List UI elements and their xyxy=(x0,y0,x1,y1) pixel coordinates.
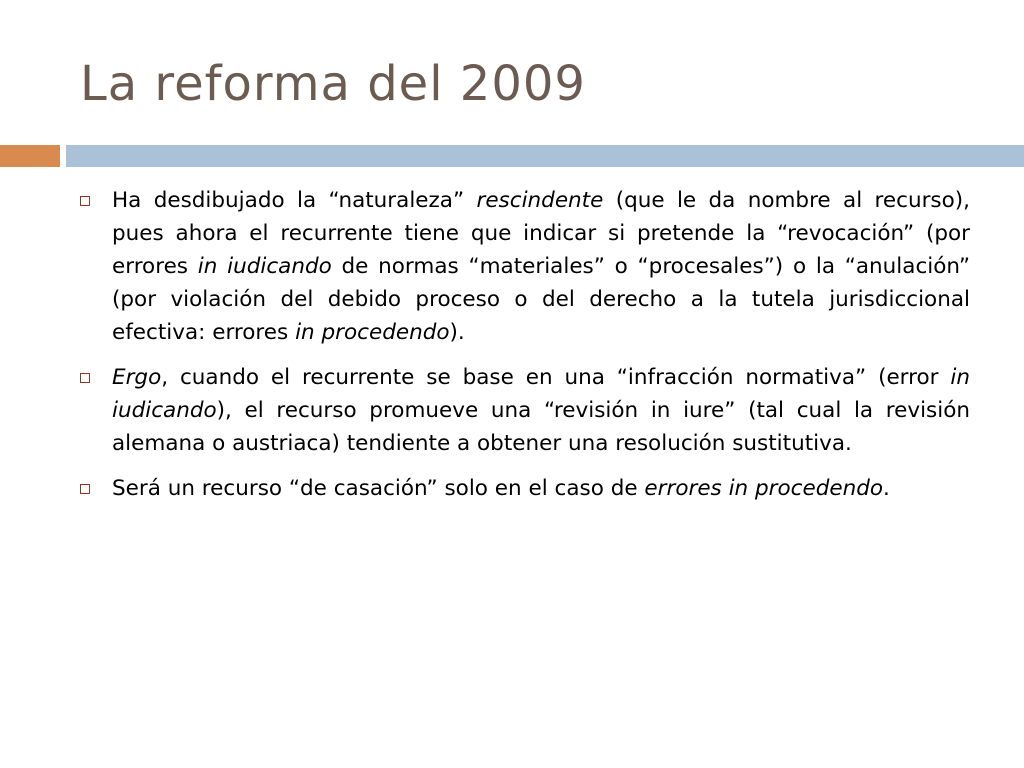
bullet-list xyxy=(76,184,970,517)
text-run: , cuando el recurrente se base en una “infracción normativa” (error xyxy=(161,365,951,390)
bullet-text xyxy=(112,472,970,505)
square-bullet-icon xyxy=(80,196,90,206)
text-run: Ha desdibujado la “naturaleza” xyxy=(112,188,477,213)
italic-text-run: in procedendo xyxy=(295,320,450,345)
title-divider-bar xyxy=(66,145,1024,167)
italic-text-run: errores in procedendo xyxy=(644,476,884,501)
italic-text-run: rescindente xyxy=(476,188,604,213)
italic-text-run: in iudicando xyxy=(112,365,970,423)
italic-text-run: Ergo xyxy=(112,365,162,390)
bullet-text xyxy=(112,184,970,349)
bullet-text xyxy=(112,361,970,460)
text-run: Será un recurso “de casación” solo en el caso de xyxy=(112,476,645,501)
text-run: (que le da nombre al recurso), pues ahora el recurrente tiene que indicar si pretende la “revocación” (por errores xyxy=(112,188,970,279)
bullet-item xyxy=(76,184,970,349)
slide-title: La reforma del 2009 xyxy=(80,56,586,112)
text-run: . xyxy=(883,476,890,501)
accent-bar xyxy=(0,145,60,167)
text-run: de normas “materiales” o “procesales”) o la “anulación” (por violación del debido proceso o del derecho a la tutela jurisdiccional efectiva: errores xyxy=(112,254,970,345)
text-run: ). xyxy=(449,320,465,345)
text-run: ), el recurso promueve una “revisión in iure” (tal cual la revisión alemana o austriaca) tendiente a obtener una resolución sustitutiva. xyxy=(112,398,970,456)
italic-text-run: in iudicando xyxy=(197,254,332,279)
square-bullet-icon xyxy=(80,484,90,494)
square-bullet-icon xyxy=(80,373,90,383)
bullet-item xyxy=(76,472,970,505)
bullet-item xyxy=(76,361,970,460)
